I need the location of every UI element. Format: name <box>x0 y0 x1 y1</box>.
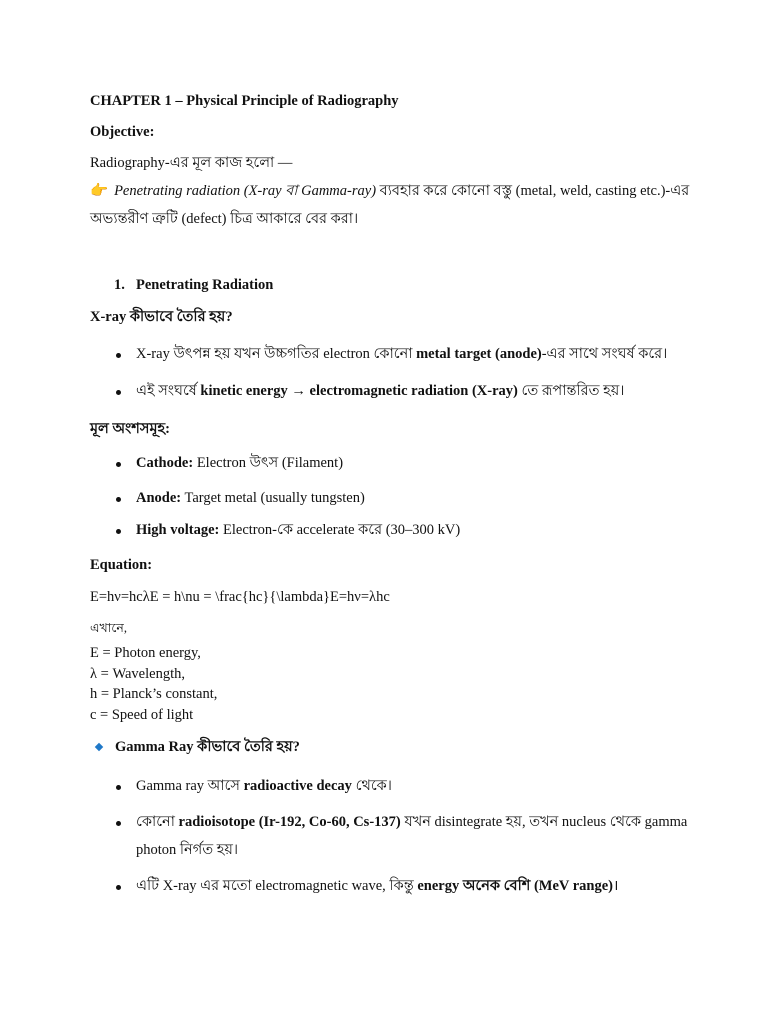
equation-label: Equation: <box>90 557 153 573</box>
bullet-dot <box>116 529 121 534</box>
gamma-bullet-1 <box>136 778 392 795</box>
parts-bullet-cathode <box>136 455 343 472</box>
text-span: -এর সাথে সংঘর্ষ করে। <box>541 346 668 362</box>
text-span: কোনো <box>136 814 179 830</box>
bold-span: metal target (anode) <box>416 346 542 362</box>
text-span: । <box>613 878 619 894</box>
bold-span: High voltage: <box>136 522 220 538</box>
text-span: X-ray উৎপন্ন হয় যখন উচ্চগতির electron কোনো <box>136 346 417 362</box>
definition-speed: c = Speed of light <box>90 707 194 723</box>
objective-label: Objective: <box>90 124 155 140</box>
parts-bullet-high-voltage <box>136 522 460 539</box>
chapter-heading: CHAPTER 1 – Physical Principle of Radiography <box>90 93 399 109</box>
bullet-dot <box>116 353 121 358</box>
xray-bullet-1 <box>136 346 667 363</box>
bullet-dot <box>116 821 121 826</box>
parts-bullet-anode <box>136 490 365 507</box>
xray-heading: X-ray কীভাবে তৈরি হয়? <box>90 309 233 325</box>
where-label: এখানে, <box>90 621 127 635</box>
bold-span: Anode: <box>136 490 182 506</box>
section1-title: Penetrating Radiation <box>136 277 274 293</box>
bold-span: Cathode: <box>136 455 194 471</box>
text-span: Electron-কে accelerate করে (30–300 kV) <box>219 522 461 538</box>
gamma-heading <box>115 739 300 756</box>
bullet-dot <box>116 390 121 395</box>
text-span: যখন disintegrate হয়, তখন nucleus থেকে gamma <box>400 814 688 830</box>
text-span: তে রূপান্তরিত হয়। <box>517 383 625 399</box>
objective-point <box>90 183 689 200</box>
point-rest: ব্যবহার করে কোনো বস্তু (metal, weld, casting etc.)-এর <box>376 183 690 199</box>
bold-span: radioactive decay <box>243 778 352 794</box>
text-span: Electron উৎস (Filament) <box>193 455 344 471</box>
bullet-dot <box>116 785 121 790</box>
equation-text: E=hν=hcλE = h\nu = \frac{hc}{\lambda}E=hν=λhc <box>90 589 390 605</box>
bullet-dot <box>116 885 121 890</box>
xray-bullet-2 <box>136 383 624 400</box>
diamond-bullet-icon <box>95 743 103 751</box>
gamma-bullet-3 <box>136 878 619 895</box>
text-span: এটি X-ray এর মতো electromagnetic wave, কিন্তু <box>136 878 418 894</box>
point-italic: Penetrating radiation (X-ray বা Gamma-ray) <box>114 183 377 199</box>
text-span: এই সংঘর্ষে <box>136 383 201 399</box>
definition-wavelength: λ = Wavelength, <box>90 666 185 682</box>
text-span: থেকে। <box>351 778 392 794</box>
bold-span: Gamma Ray <box>115 739 194 755</box>
text-span: কীভাবে তৈরি হয়? <box>193 739 300 755</box>
gamma-bullet-2-cont: photon নির্গত হয়। <box>136 842 239 858</box>
bullet-dot <box>116 462 121 467</box>
intro-line: Radiography-এর মূল কাজ হলো — <box>90 155 293 171</box>
objective-point-line2: অভ্যন্তরীণ ত্রুটি (defect) চিত্র আকারে বের করা। <box>90 211 359 227</box>
bold-span: radioisotope (Ir-192, Co-60, Cs-137) <box>178 814 401 830</box>
text-span: Target metal (usually tungsten) <box>181 490 365 506</box>
definition-planck: h = Planck’s constant, <box>90 686 218 702</box>
bold-span: kinetic energy → electromagnetic radiation (X-ray) <box>200 383 518 399</box>
bullet-dot <box>116 497 121 502</box>
gamma-bullet-2 <box>136 814 687 831</box>
definition-energy: E = Photon energy, <box>90 645 201 661</box>
section1-number: 1. <box>114 277 125 293</box>
bold-span: energy অনেক বেশি (MeV range) <box>417 878 613 894</box>
parts-heading: মূল অংশসমূহ: <box>90 421 170 437</box>
text-span: Gamma ray আসে <box>136 778 244 794</box>
pointing-hand-icon: 👉 <box>90 183 109 199</box>
